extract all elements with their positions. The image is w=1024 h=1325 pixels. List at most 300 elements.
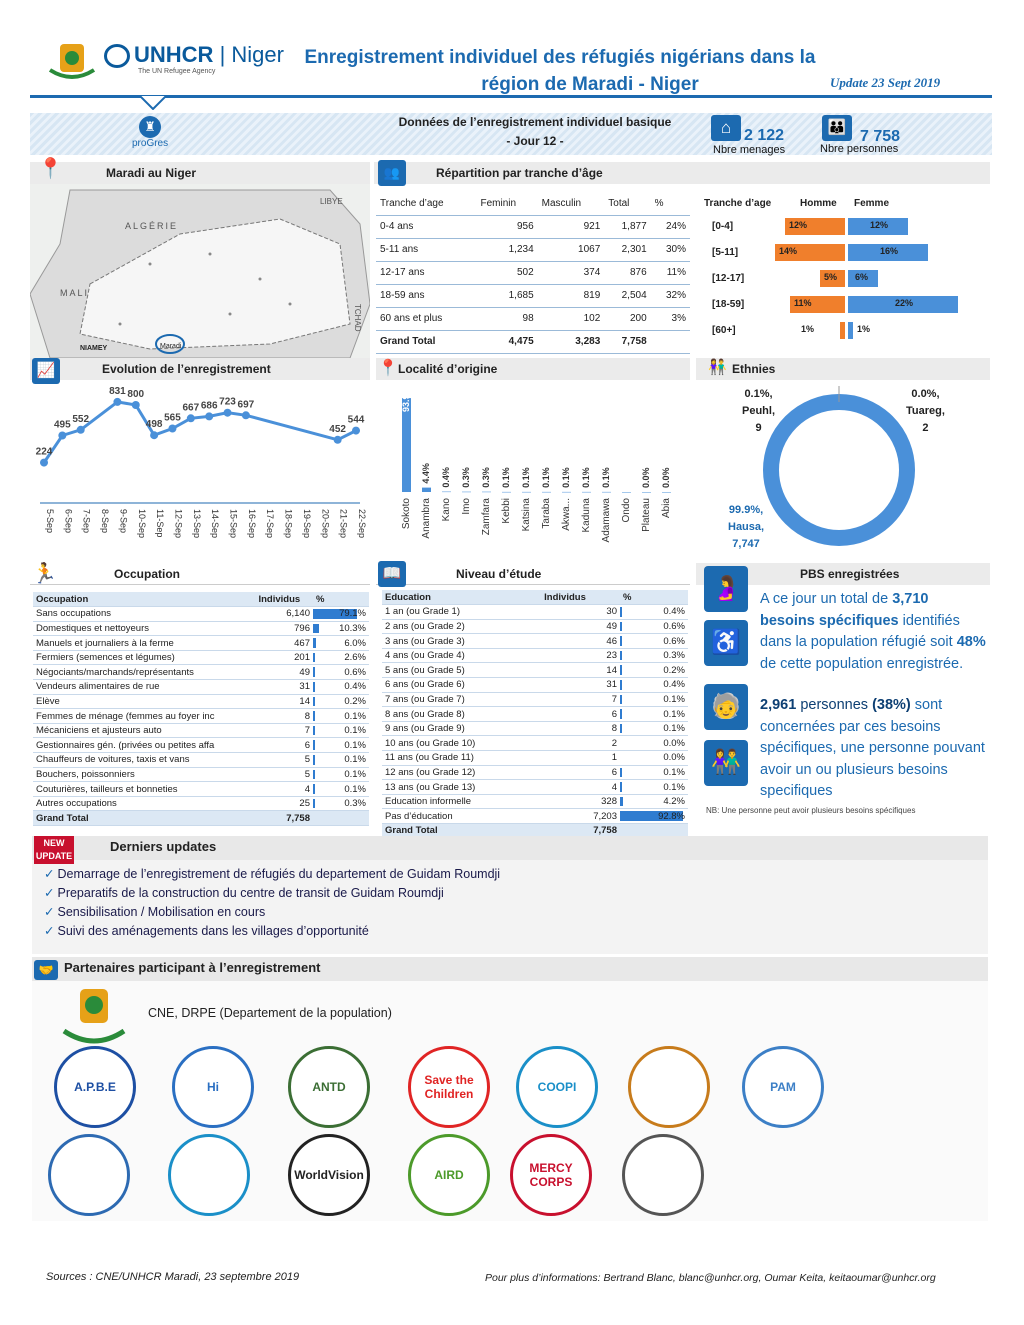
education-pct-bar <box>620 782 622 792</box>
occupation-pct-bar <box>313 770 315 780</box>
education-pct-cell <box>620 605 688 620</box>
pyramid-header-homme: Homme <box>800 198 837 209</box>
occupation-total-row <box>33 811 369 826</box>
pbs-p1-d: identifiés dans la population réfugié soit <box>760 612 960 650</box>
loc-bar <box>522 492 531 493</box>
pyramid-label: [12-17] <box>712 273 745 284</box>
evo-x-tick: 13-Sep <box>191 509 202 539</box>
update-item <box>44 885 500 904</box>
education-pct-bar <box>620 665 622 675</box>
pyramid-label: [5-11] <box>712 247 739 258</box>
age-cell: 4,475 <box>476 330 537 353</box>
evo-x-tick: 22-Sep <box>357 509 367 539</box>
pyramid-label: [60+] <box>712 325 736 336</box>
occupation-pct-cell <box>313 782 369 797</box>
partner-logo <box>288 1134 370 1216</box>
occupation-pct-bar <box>313 697 315 707</box>
evolution-chart <box>30 385 370 557</box>
education-pct-value: 0.1% <box>663 781 685 793</box>
loc-category-label: Anambra <box>421 498 432 539</box>
loc-category-label: Kebbi <box>501 498 512 524</box>
loc-bar <box>502 492 511 493</box>
occupation-row <box>33 650 369 665</box>
education-pct-value: 0.6% <box>663 635 685 647</box>
education-count-cell: 46 <box>541 634 620 649</box>
pyramid-label-femme: 16% <box>880 246 899 256</box>
age-cell: 102 <box>538 307 605 330</box>
occupation-pct-value: 0.4% <box>344 681 366 693</box>
check-icon: ✓ <box>44 886 55 900</box>
evo-point <box>58 432 66 440</box>
education-label-cell: 9 ans (ou Grade 9) <box>382 721 541 736</box>
update-item <box>44 904 500 923</box>
loc-value-label: 0.1% <box>601 467 611 488</box>
occupation-pct-cell <box>313 650 369 665</box>
occupation-pct-value: 2.6% <box>344 652 366 664</box>
col-total: Total <box>604 193 650 215</box>
occupation-label-cell: Négociants/marchands/représentants <box>33 665 255 680</box>
evo-x-tick: 11-Sep <box>155 509 166 538</box>
partner-logo-text: AIRD <box>434 1168 464 1182</box>
hausa-pct: 99.9%, <box>728 504 764 516</box>
age-total-row <box>376 330 690 353</box>
unhcr-emblem-icon <box>104 44 130 68</box>
occupation-pct-bar <box>313 638 316 648</box>
occupation-row <box>33 665 369 680</box>
loc-category-label: Sokoto <box>401 498 412 530</box>
occupation-pct-bar <box>313 784 315 794</box>
education-label-cell: 4 ans (ou Grade 4) <box>382 648 541 663</box>
donut-slice-hausa <box>771 402 907 538</box>
occupation-pct-cell <box>313 738 369 753</box>
age-row <box>376 284 690 307</box>
evo-x-tick: 14-Sep <box>210 509 221 539</box>
occupation-pct-value: 0.1% <box>344 739 366 751</box>
education-pct-cell <box>620 794 688 809</box>
loc-category-label: Abia <box>661 498 672 519</box>
pbs-p2-d: sont concernées par ces besoins spécifiques, une personne pouvant avoir un ou plusieurs besoins specifiques <box>760 697 985 799</box>
occupation-row <box>33 753 369 768</box>
occupation-pct-value: 79.1% <box>339 608 366 620</box>
pbs-note: NB: Une personne peut avoir plusieurs besoins spécifiques <box>706 806 916 815</box>
evo-value-label: 498 <box>145 419 163 431</box>
occupation-label-cell: Sans occupations <box>33 607 255 622</box>
map-panel <box>30 158 370 358</box>
partner-logo-text: A.P.B.E <box>74 1080 116 1094</box>
loc-bar <box>642 492 651 493</box>
age-cell: 3,283 <box>538 330 605 353</box>
age-cell: Grand Total <box>376 330 476 353</box>
evo-value-label: 452 <box>329 423 346 435</box>
occupation-pct-value: 10.3% <box>339 622 366 634</box>
pbs-p1-a: A ce jour un total de <box>760 591 893 607</box>
pyramid-label-femme: 22% <box>895 298 914 308</box>
footer-contact: Pour plus d’informations: Bertrand Blanc, blanc@unhcr.org, Oumar Keita, keitaoumar@unhcr.org <box>485 1272 936 1284</box>
pbs-p2-b: personnes <box>796 697 873 713</box>
occupation-count-cell: 6 <box>255 738 313 753</box>
age-row <box>376 307 690 330</box>
label-hausa <box>728 502 764 553</box>
map-label-maradi: Maradi <box>160 343 182 350</box>
occupation-label-cell: Gestionnaires gén. (privées ou petites affa <box>33 738 255 753</box>
partner-logo <box>628 1046 710 1128</box>
edu-col-education: Education <box>382 590 541 605</box>
occupation-pct-cell <box>313 680 369 695</box>
occupation-header <box>33 592 369 607</box>
occupation-row <box>33 680 369 695</box>
occupation-row <box>33 796 369 811</box>
occupation-pct-bar <box>313 799 315 809</box>
label-tuareg <box>906 386 945 437</box>
evo-point <box>168 425 176 433</box>
occupation-pct-cell <box>313 796 369 811</box>
age-row <box>376 238 690 261</box>
partner-logo-text <box>205 1171 213 1179</box>
education-label-cell: 5 ans (ou Grade 5) <box>382 663 541 678</box>
update-text: Suivi des aménagements dans les villages d’opportunité <box>57 924 369 938</box>
education-label-cell: 10 ans (ou Grade 10) <box>382 736 541 751</box>
occupation-pct-cell <box>313 621 369 636</box>
occupation-table <box>33 592 369 826</box>
personnes-label: Nbre personnes <box>820 143 899 155</box>
occupation-pct-cell <box>313 723 369 738</box>
age-section <box>374 162 990 184</box>
loc-bar <box>422 488 431 492</box>
partner-logo <box>516 1046 598 1128</box>
evo-point <box>77 426 85 434</box>
evolution-section <box>30 358 370 380</box>
evo-point <box>334 436 342 444</box>
divider-notch <box>140 96 166 110</box>
pyramid-label-femme: 12% <box>870 220 889 230</box>
evo-x-tick: 5-Sep <box>45 509 55 534</box>
education-pct-cell <box>620 707 688 722</box>
education-pct-bar <box>620 622 622 632</box>
progres-label: proGres <box>132 138 169 149</box>
occupation-row <box>33 607 369 622</box>
pyramid-bar-homme <box>840 322 845 339</box>
house-icon: ⌂ <box>711 115 741 141</box>
loc-category-label: Plateau <box>641 498 652 532</box>
partner-logo <box>510 1134 592 1216</box>
occupation-pct-bar <box>313 653 315 663</box>
education-pct-bar <box>620 768 622 778</box>
map-label-algerie: ALGÉRIE <box>125 221 179 231</box>
evo-point <box>242 411 250 419</box>
education-pct-value: 0.1% <box>663 723 685 735</box>
occupation-pct-cell <box>313 607 369 622</box>
education-pct-cell <box>620 721 688 736</box>
education-pct-value: 92.8% <box>658 810 685 822</box>
occupation-row <box>33 767 369 782</box>
occupation-row <box>33 694 369 709</box>
age-cell: 2,504 <box>604 284 650 307</box>
education-pct-cell <box>620 736 688 751</box>
age-cell <box>651 330 690 353</box>
partner-logo-text <box>659 1171 667 1179</box>
education-count-cell: 14 <box>541 663 620 678</box>
evo-value-label: 544 <box>347 414 365 426</box>
update-date: Update 23 Sept 2019 <box>830 75 941 90</box>
education-title: Niveau d’étude <box>376 563 690 585</box>
age-table-header <box>376 193 690 215</box>
loc-value-label: 0.4% <box>441 467 451 488</box>
footer-source: Sources : CNE/UNHCR Maradi, 23 septembre 2019 <box>46 1271 300 1283</box>
education-count-cell: 49 <box>541 619 620 634</box>
map-label-libye: LIBYE <box>320 197 343 206</box>
education-pct-value: 0.6% <box>663 620 685 632</box>
education-pct-value: 0.4% <box>663 679 685 691</box>
new-update-badge: NEW UPDATE <box>34 836 74 864</box>
partners-gov: CNE, DRPE (Departement de la population) <box>148 1006 392 1020</box>
evo-x-tick: 6-Sep <box>63 509 74 534</box>
education-label-cell: 3 ans (ou Grade 3) <box>382 634 541 649</box>
evo-value-label: 686 <box>200 400 218 412</box>
education-section <box>376 563 690 585</box>
education-total-cell: 7,758 <box>541 824 620 839</box>
education-row <box>382 663 688 678</box>
occupation-row <box>33 709 369 724</box>
check-icon: ✓ <box>44 924 55 938</box>
pyramid-label: [18-59] <box>712 299 745 310</box>
education-row <box>382 809 688 824</box>
loc-value-label: 0.3% <box>461 467 471 488</box>
occupation-label-cell: Elève <box>33 694 255 709</box>
occupation-pct-bar <box>313 726 315 736</box>
handshake-icon: 🤝 <box>34 960 58 980</box>
pyramid-label-homme: 11% <box>794 298 812 308</box>
niger-coat-of-arms-partner <box>58 985 130 1052</box>
evolution-title: Evolution de l’enregistrement <box>30 358 370 380</box>
pyramid-bar-femme <box>848 322 853 339</box>
evo-value-label: 831 <box>109 385 126 397</box>
education-pct-cell <box>620 765 688 780</box>
evo-value-label: 800 <box>127 389 145 400</box>
org-name: UNHCR <box>134 42 214 67</box>
education-count-cell: 1 <box>541 751 620 766</box>
loc-bar <box>482 492 491 493</box>
pyramid-label: [0-4] <box>712 221 734 232</box>
education-pct-cell <box>620 619 688 634</box>
education-pct-bar <box>620 636 622 646</box>
pbs-total-needs: 3,710 <box>892 591 929 607</box>
pyramid-header-tranche: Tranche d’age <box>704 198 772 209</box>
age-cell: 819 <box>538 284 605 307</box>
evo-x-tick: 17-Sep <box>265 509 276 539</box>
partner-logo-text <box>85 1171 93 1179</box>
loc-value-label: 0.1% <box>541 467 551 488</box>
education-row <box>382 692 688 707</box>
age-cell: 1,877 <box>604 215 650 238</box>
personnes-value: 7 758 <box>860 128 901 145</box>
loc-category-label: Taraba <box>541 498 552 529</box>
band-title <box>370 113 700 151</box>
education-pct-value: 0.3% <box>663 650 685 662</box>
peuhl-pct: 0.1%, <box>744 388 773 400</box>
occupation-count-cell: 7 <box>255 723 313 738</box>
education-pct-value: 0.0% <box>663 752 685 764</box>
occupation-label-cell: Bouchers, poissonniers <box>33 767 255 782</box>
loc-category-label: Imo <box>461 498 472 515</box>
education-table <box>382 590 688 839</box>
education-count-cell: 7,203 <box>541 809 620 824</box>
evo-point <box>113 398 121 406</box>
check-icon: ✓ <box>44 867 55 881</box>
evo-x-tick: 12-Sep <box>173 509 184 539</box>
pbs-p1-f: de cette population enregistrée. <box>760 655 964 672</box>
education-row <box>382 751 688 766</box>
header-divider <box>30 95 992 98</box>
map-pin-icon: 📍 <box>38 158 63 180</box>
age-cell: 0-4 ans <box>376 215 476 238</box>
occupation-count-cell: 6,140 <box>255 607 313 622</box>
age-cell: 1,685 <box>476 284 537 307</box>
education-count-cell: 2 <box>541 736 620 751</box>
progres-icon: ♜ <box>139 116 161 138</box>
map-title: Maradi au Niger <box>30 162 370 184</box>
loc-category-label: Kano <box>441 498 452 522</box>
peuhl-name: Peuhl, <box>742 405 776 417</box>
education-count-cell: 4 <box>541 780 620 795</box>
evo-value-label: 667 <box>182 402 200 414</box>
occupation-count-cell: 31 <box>255 680 313 695</box>
pbs-pct: 48% <box>956 634 986 650</box>
education-count-cell: 6 <box>541 765 620 780</box>
education-pct-value: 0.1% <box>663 708 685 720</box>
age-cell: 956 <box>476 215 537 238</box>
check-icon: ✓ <box>44 905 55 919</box>
loc-bar <box>462 492 471 493</box>
tuareg-pct: 0.0%, <box>911 388 940 400</box>
occupation-label-cell: Domestiques et nettoyeurs <box>33 621 255 636</box>
age-cell: 502 <box>476 261 537 284</box>
loc-bar <box>622 492 631 493</box>
occupation-pct-value: 0.1% <box>344 710 366 722</box>
occupation-total-cell <box>313 811 369 826</box>
occupation-count-cell: 201 <box>255 650 313 665</box>
education-pct-bar <box>620 695 622 705</box>
loc-bar <box>562 492 571 493</box>
education-pct-cell <box>620 634 688 649</box>
loc-bar <box>542 492 551 493</box>
occupation-count-cell: 796 <box>255 621 313 636</box>
education-pct-bar <box>620 797 623 807</box>
education-total-cell: Grand Total <box>382 824 541 839</box>
occupation-pct-bar <box>313 667 315 677</box>
org-tagline: The UN Refugee Agency <box>138 68 216 76</box>
occupation-total-cell: Grand Total <box>33 811 255 826</box>
education-pct-cell <box>620 663 688 678</box>
education-count-cell: 328 <box>541 794 620 809</box>
education-label-cell: Pas d’éducation <box>382 809 541 824</box>
edu-col-pct: % <box>620 590 688 605</box>
occupation-count-cell: 49 <box>255 665 313 680</box>
runner-icon: 🏃 <box>32 563 57 585</box>
occupation-pct-value: 0.2% <box>344 695 366 707</box>
tuareg-name: Tuareg, <box>906 405 945 417</box>
book-icon: 📖 <box>378 561 406 587</box>
evo-x-tick: 10-Sep <box>136 509 147 539</box>
pyramid-label-homme: 12% <box>789 220 808 230</box>
education-label-cell: 6 ans (ou Grade 6) <box>382 678 541 693</box>
hausa-count: 7,747 <box>732 538 760 550</box>
title-line1: Enregistrement individuel des réfugiés nigérians dans la <box>304 47 816 68</box>
age-title: Répartition par tranche d’âge <box>374 162 990 184</box>
hausa-name: Hausa, <box>728 521 765 533</box>
occupation-pct-bar <box>313 682 315 692</box>
evo-x-tick: 20-Sep <box>320 509 331 539</box>
education-label-cell: 12 ans (ou Grade 12) <box>382 765 541 780</box>
occupation-pct-cell <box>313 709 369 724</box>
occupation-pct-value: 0.1% <box>344 725 366 737</box>
education-count-cell: 23 <box>541 648 620 663</box>
pyramid-label-homme: 14% <box>779 246 798 256</box>
title-line2: région de Maradi - Niger <box>481 74 699 95</box>
evo-point <box>150 431 158 439</box>
occupation-count-cell: 5 <box>255 753 313 768</box>
partner-logo-text: MERCY CORPS <box>529 1161 573 1189</box>
update-item <box>44 866 500 885</box>
pbs-title: PBS enregistrées <box>696 563 990 585</box>
occupation-pct-cell <box>313 694 369 709</box>
niger-map <box>30 184 370 358</box>
evo-point <box>205 412 213 420</box>
education-row <box>382 794 688 809</box>
line-chart-icon: 📈 <box>32 358 60 384</box>
ethnies-people-icon: 👫 <box>708 359 727 376</box>
evo-value-label: 224 <box>35 446 53 458</box>
occupation-pct-value: 0.1% <box>344 754 366 766</box>
occupation-count-cell: 4 <box>255 782 313 797</box>
partner-logo-text: WorldVision <box>294 1168 364 1182</box>
occupation-pct-cell <box>313 753 369 768</box>
occupation-pct-bar <box>313 740 315 750</box>
edu-col-individus: Individus <box>541 590 620 605</box>
occupation-section <box>30 563 370 585</box>
occupation-pct-value: 6.0% <box>344 637 366 649</box>
loc-value-label: 0.1% <box>561 467 571 488</box>
education-label-cell: Education informelle <box>382 794 541 809</box>
pyramid-label-homme: 5% <box>824 272 838 282</box>
band-title-line2: - Jour 12 - <box>506 134 564 148</box>
occupation-pct-value: 0.3% <box>344 798 366 810</box>
location-pin-icon: 📍 <box>378 360 398 377</box>
occupation-pct-value: 0.1% <box>344 768 366 780</box>
occupation-pct-cell <box>313 767 369 782</box>
occupation-row <box>33 723 369 738</box>
age-cell: 60 ans et plus <box>376 307 476 330</box>
occupation-title: Occupation <box>30 563 370 585</box>
partner-logo <box>168 1134 250 1216</box>
education-label-cell: 1 an (ou Grade 1) <box>382 605 541 620</box>
occupation-count-cell: 5 <box>255 767 313 782</box>
occupation-pct-cell <box>313 636 369 651</box>
partner-logo <box>288 1046 370 1128</box>
education-pct-value: 0.0% <box>663 737 685 749</box>
education-pct-value: 0.1% <box>663 766 685 778</box>
age-table <box>376 193 690 354</box>
loc-value-label: 0.0% <box>661 467 671 488</box>
education-count-cell: 6 <box>541 707 620 722</box>
partner-logo <box>408 1046 490 1128</box>
loc-category-label: Kaduna <box>581 498 592 533</box>
evo-x-tick: 19-Sep <box>301 509 312 539</box>
occupation-pct-bar <box>313 711 315 721</box>
col-tranche: Tranche d’age <box>376 193 476 215</box>
evo-x-tick: 18-Sep <box>283 509 294 539</box>
loc-bar <box>582 492 591 493</box>
occupation-label-cell: Femmes de ménage (femmes au foyer inc <box>33 709 255 724</box>
